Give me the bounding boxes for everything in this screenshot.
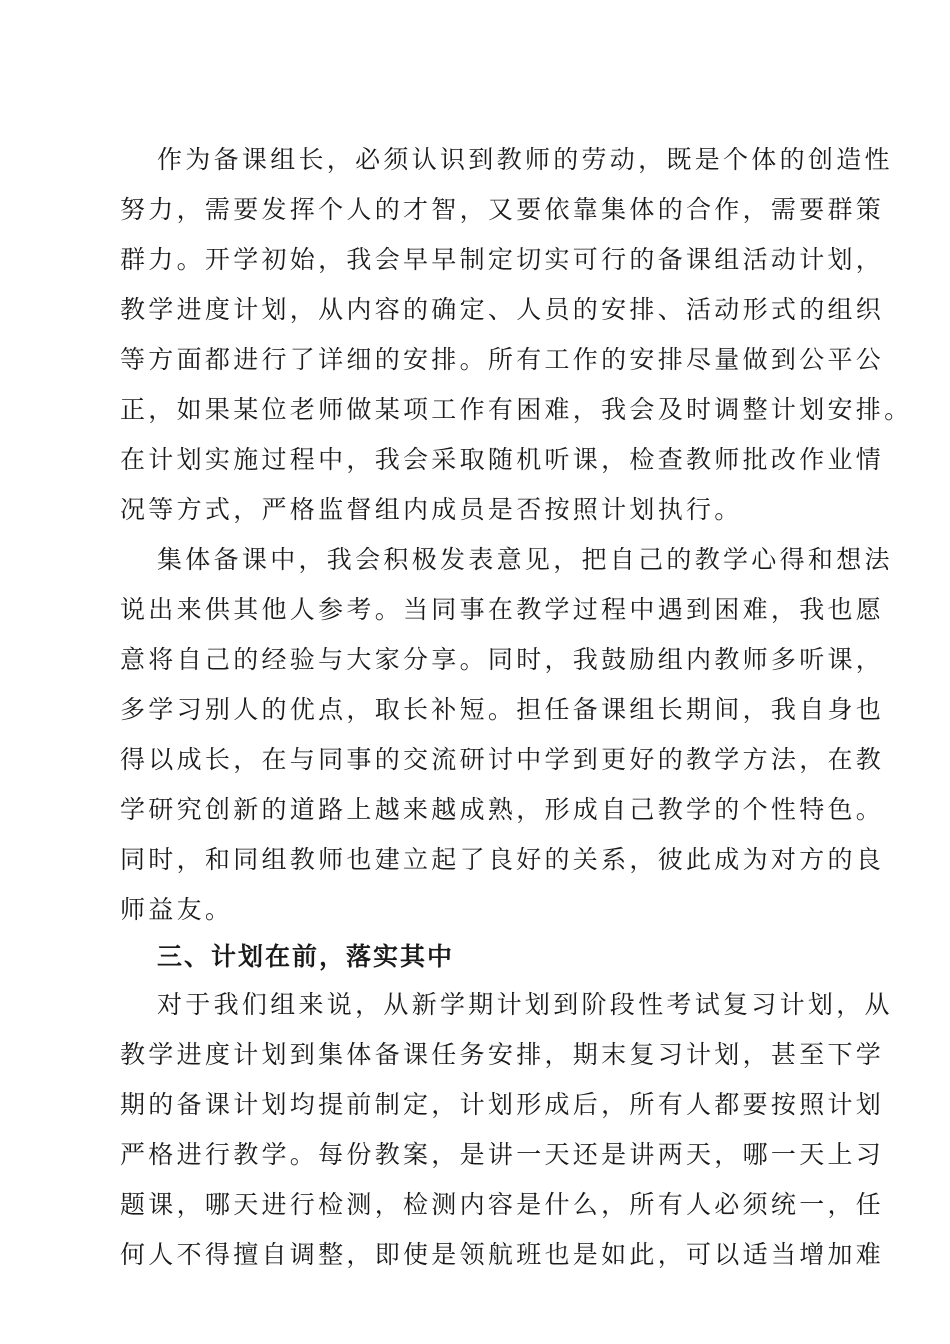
text-line: 师益友。 [120,895,234,924]
text-line: 得以成长，在与同事的交流研讨中学到更好的教学方法，在教 [120,745,885,774]
section-heading: 三、计划在前，落实其中 [157,942,455,971]
text-line: 等方面都进行了详细的安排。所有工作的安排尽量做到公平公 [120,345,885,374]
text-line: 题课，哪天进行检测，检测内容是什么，所有人必须统一，任 [120,1190,885,1219]
text-line: 况等方式，严格监督组内成员是否按照计划执行。 [120,495,743,524]
text-line: 在计划实施过程中，我会采取随机听课，检查教师批改作业情 [120,445,885,474]
text-line: 期的备课计划均提前制定，计划形成后，所有人都要按照计划 [120,1090,885,1119]
text-line: 群力。开学初始，我会早早制定切实可行的备课组活动计划， [120,245,885,274]
text-line: 意将自己的经验与大家分享。同时，我鼓励组内教师多听课， [120,645,885,674]
text-line: 教学进度计划到集体备课任务安排，期末复习计划，甚至下学 [120,1040,885,1069]
text-line: 努力，需要发挥个人的才智，又要依靠集体的合作，需要群策 [120,195,885,224]
text-line: 对于我们组来说，从新学期计划到阶段性考试复习计划，从 [157,990,893,1019]
text-line: 作为备课组长，必须认识到教师的劳动，既是个体的创造性 [157,145,893,174]
text-line: 说出来供其他人参考。当同事在教学过程中遇到困难，我也愿 [120,595,885,624]
text-line: 学研究创新的道路上越来越成熟，形成自己教学的个性特色。 [120,795,885,824]
text-line: 教学进度计划，从内容的确定、人员的安排、活动形式的组织 [120,295,885,324]
text-line: 何人不得擅自调整，即使是领航班也是如此，可以适当增加难 [120,1240,885,1269]
text-line: 多学习别人的优点，取长补短。担任备课组长期间，我自身也 [120,695,885,724]
text-line: 正，如果某位老师做某项工作有困难，我会及时调整计划安排。 [120,395,913,424]
text-line: 同时，和同组教师也建立起了良好的关系，彼此成为对方的良 [120,845,885,874]
text-line: 严格进行教学。每份教案，是讲一天还是讲两天，哪一天上习 [120,1140,885,1169]
text-line: 集体备课中，我会积极发表意见，把自己的教学心得和想法 [157,545,893,574]
